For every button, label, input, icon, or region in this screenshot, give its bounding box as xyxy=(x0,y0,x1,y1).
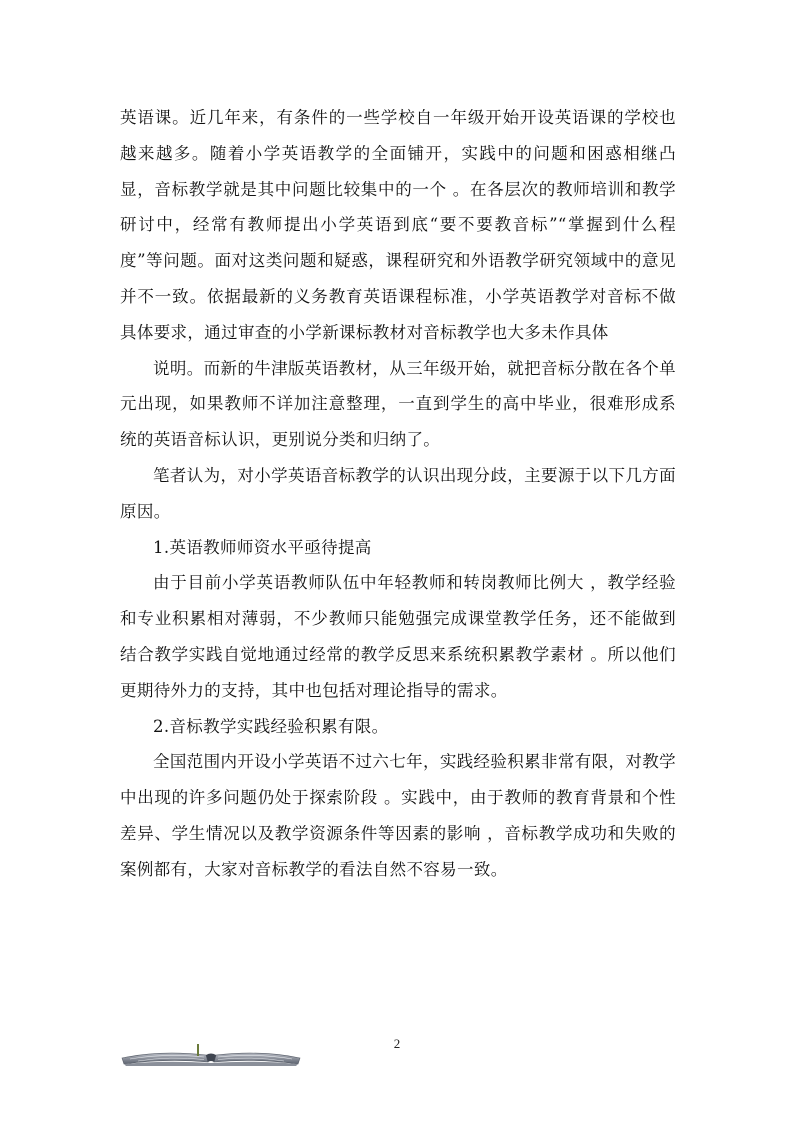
paragraph-5: 全国范围内开设小学英语不过六七年，实践经验积累非常有限，对教学中出现的许多问题仍处于探索阶段 。实践中，由于教师的教育背景和个性差异、学生情况以及教学资源条件等因素的影响 ，音标教学成功和失败的案例都有，大家对音标教学的看法自然不容易一致。 xyxy=(120,752,676,879)
page-footer xyxy=(0,1030,794,1070)
section-heading-2: 2.音标教学实践经验积累有限。 xyxy=(153,716,389,736)
open-book-icon xyxy=(120,1038,302,1066)
document-body xyxy=(120,100,676,888)
paragraph-1: 英语课。近几年来，有条件的一些学校自一年级开始开设英语课的学校也越来越多。随着小学英语教学的全面铺开，实践中的问题和困惑相继凸显，音标教学就是其中问题比较集中的一个 。在各层次的教师培训和教学研讨中，经常有教师提出小学英语到底“要不要教音标”“掌握到什么程度”等问题。面对这类问题和疑惑，课程研究和外语教学研究领域中的意见并不一致。依据最新的义务教育英语课程标准，小学英语教学对音标不做具体要求，通过审查的小学新课标教材对音标教学也大多未作具体 xyxy=(120,108,676,342)
paragraph-3: 笔者认为，对小学英语音标教学的认识出现分歧，主要源于以下几方面原因。 xyxy=(120,465,676,521)
paragraph-2: 说明。而新的牛津版英语教材，从三年级开始，就把音标分散在各个单元出现，如果教师不详加注意整理，一直到学生的高中毕业，很难形成系统的英语音标认识，更别说分类和归纳了。 xyxy=(120,358,676,450)
page-number: 2 xyxy=(393,1036,401,1051)
section-heading-1: 1.英语教师师资水平亟待提高 xyxy=(153,537,372,557)
paragraph-4: 由于目前小学英语教师队伍中年轻教师和转岗教师比例大 ，教学经验和专业积累相对薄弱，不少教师只能勉强完成课堂教学任务，还不能做到结合教学实践自觉地通过经常的教学反思来系统积累教学素材 。所以他们更期待外力的支持，其中也包括对理论指导的需求。 xyxy=(120,573,676,700)
